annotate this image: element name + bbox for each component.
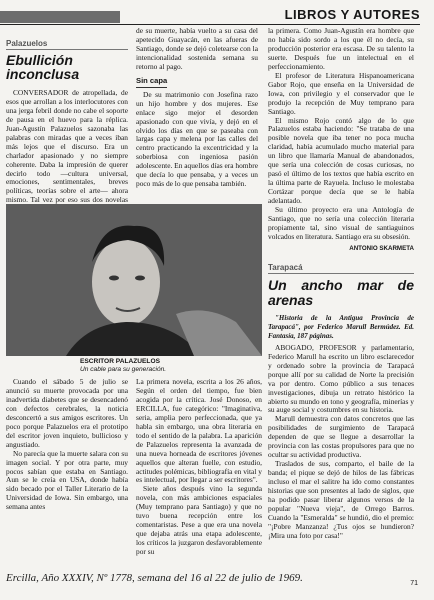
photo-caption-text: Un cable para su generación. (80, 366, 167, 373)
photo-caption-name: ESCRITOR PALAZUELOS (80, 358, 160, 365)
article1-para: Siete años después vino la segunda novela, con más ambiciones espaciales (Muy temprano para Santiago) y que no tuvo buena recepción entre los comentaristas. Pese a que era una novela que dejaba atrás una etapa adolescente, los críticos la juzgaron desfavorablemente por su (136, 484, 262, 557)
article1-title: Ebullición inconclusa (6, 51, 80, 82)
handwritten-note: Ercilla, Año XXXIV, Nº 1778, semana del 16 al 22 de julio de 1969. (6, 572, 303, 584)
article2-para: Marull demuestra con datos concretos que las posibilidades de surgimiento de Tarapacá dependen de que se llegue a desarrollar la provincia con las costas propulsores para que no ocultar su actividad productiva. (268, 414, 414, 460)
header-rule (0, 24, 420, 25)
article2-title: Un ancho mar de arenas (268, 276, 414, 308)
article2-para: ABOGADO, PROFESOR y parlamentario, Federico Marull ha escrito un libro esclarecedor y ordenado sobre la provincia de Tarapacá porque allí por su calidad de Norte la precisión va por dentro. Como público a sus tenaces investigaciones, dibuja un retrato histórico la abierto su mundo en tono y geografía, minerías y su auge social y costumbres en su historia. (268, 342, 414, 415)
section-bar (0, 11, 120, 23)
article1-tag: Palazuelos (6, 40, 128, 50)
article1-col3 (268, 27, 414, 254)
section-header: LIBROS Y AUTORES (284, 7, 420, 22)
article1-para: No parecía que la muerte salara con su imagen social. Y por otra parte, muy pocos sabían que estaba en Santiago. Aun se le creía en USA, donde había sido becado por el Taller Literario de la Universidad de Iowa. Sin embargo, una semana antes (6, 448, 128, 512)
article1-para: CONVERSADOR de atropellada, de esos que arrollan a los interlocutores con una jerga febril donde no cabe el soporte de pausa en el huevo para la réplica. Juan-Agustín Palazuelos sazonaba las palabras con miradas que a veces iban más lejos que el discurso. Era un charlador apasionado y no siempre coherente. Daba la impresión de querer decirlo todo —cultura universal, emociones, sentimentales, breves políticas, teorías sobre el arte— ahora mismo. Tal vez por eso sus dos novelas (6, 87, 128, 205)
article1-col1-bottom (6, 378, 128, 568)
article1-para: Su último proyecto era una Antología de Santiago, que no sería una colección literaria propiamente tal, sino visual de santiaguinos volcados en literatura. Santiago era su obsesión. (268, 205, 414, 241)
article1-para: de su muerte, había vuelto a su casa del apetecido Guayacán, en las afueras de Santiago, donde se dejó coletearse con la intencionalidad sostenida semana su retorno al pago. (136, 26, 258, 71)
article1-para: El profesor de Literatura Hispanoamericana Gabor Rojo, que enseña en la Universidad de Iowa, con privilegio y el conservador que le produjo la recepción de Muy temprano para Santiago. (268, 70, 414, 116)
article2-tag: Tarapacá (268, 264, 414, 274)
author-photo (6, 204, 262, 356)
article1-col2 (136, 27, 258, 195)
article1-para: la primera. Como Juan-Agustín era hombre que no había sido sordo a los que él no decía, su producción posterior era escasa. De su talento la suerte. Después fue un intelectual en el perfeccionamiento. (268, 26, 414, 71)
article2 (268, 264, 414, 570)
page-number: 71 (410, 580, 418, 587)
article1-para: La primera novela, escrita a los 26 años, Según el orden del tiempo, fue bien acogida por la crítica. José Donoso, en ERCILLA, fue categórico: "Imaginativa, seria, amplia pero perfeccionada, que ya habla sin embargo, una obra literaria en todo el sentido de la palabra. La aparición de Palazuelos representa la avanzada de una nueva horneada de escritores jóvenes aquellos que alteran fuelle, con estudio, actitudes polémicas, bibliografía en vital y es intelectual, por llegar a ser escritores". (136, 377, 262, 485)
article2-para: Traslados de sus, comparto, el baile de la banda; el pique se dejó de hilos de las fábricas incluso el mar el salitre ha ido como constantes historias que son presentes al lado de siglos, que ha podido pasar liberar algunos versos de la popular "Nueva vieja", de Orrego Barros. Cuando la "Esmeralda" se hundió, dio el premio: "¡Pobre Manzanza! ¿Tus ojos se hundieron? ¡Mira una foto por casa!" (268, 459, 414, 540)
article1-para: De su matrimonio con Josefina razo un hijo hombre y dos mujeres. Ese enlace sigo mejor el desorden apasionado con que vivía, y dejó en el olvido los días en que se paseaba con largas capa y melena por las calles del centro practicando la excentricidad y la soberbiosa con ingeniosa pasión adolescente. En aquellos días era hombre que decía lo que pensaba, y a veces un poco más de lo que pensaba también. (136, 89, 258, 189)
article1-para: El mismo Rojo contó algo de lo que Palazuelos estaba haciendo: "Se trataba de una posible novela que iba tener no poca mucha claridad, había acumulado mucho material para un libro que llamaría Manual de abandonados, que sería una colección de cosas curiosas, no pasó el último de los textos que había escrito en la última parte de Rayuela. Incluso le molestaba Cortázar porque decía que se le había adelantado. (268, 115, 414, 206)
portrait-image (6, 204, 262, 356)
photo-caption (80, 358, 166, 374)
article1-para: Cuando el sábado 5 de julio se anunció su muerte provocada por una inadvertida diabetes que se desencadenó con defectos cerebrales, la noticia desconcertó a sus amigos escritores. Un poco porque Palazuelos era el prototipo del escritor joven inquieto, bullicioso y angustiado. (6, 377, 128, 449)
article1-signature: ANTONIO SKARMETA (349, 244, 414, 252)
article2-ref: "Historia de la Antigua Provincia de Tarapacá", por Federico Marull Bermúdez. Ed. Fantasía, 187 páginas. (268, 313, 414, 340)
article1-col1 (6, 39, 128, 205)
article1-subhead: Sin capa (136, 77, 167, 88)
article1-col2-bottom (136, 378, 262, 568)
